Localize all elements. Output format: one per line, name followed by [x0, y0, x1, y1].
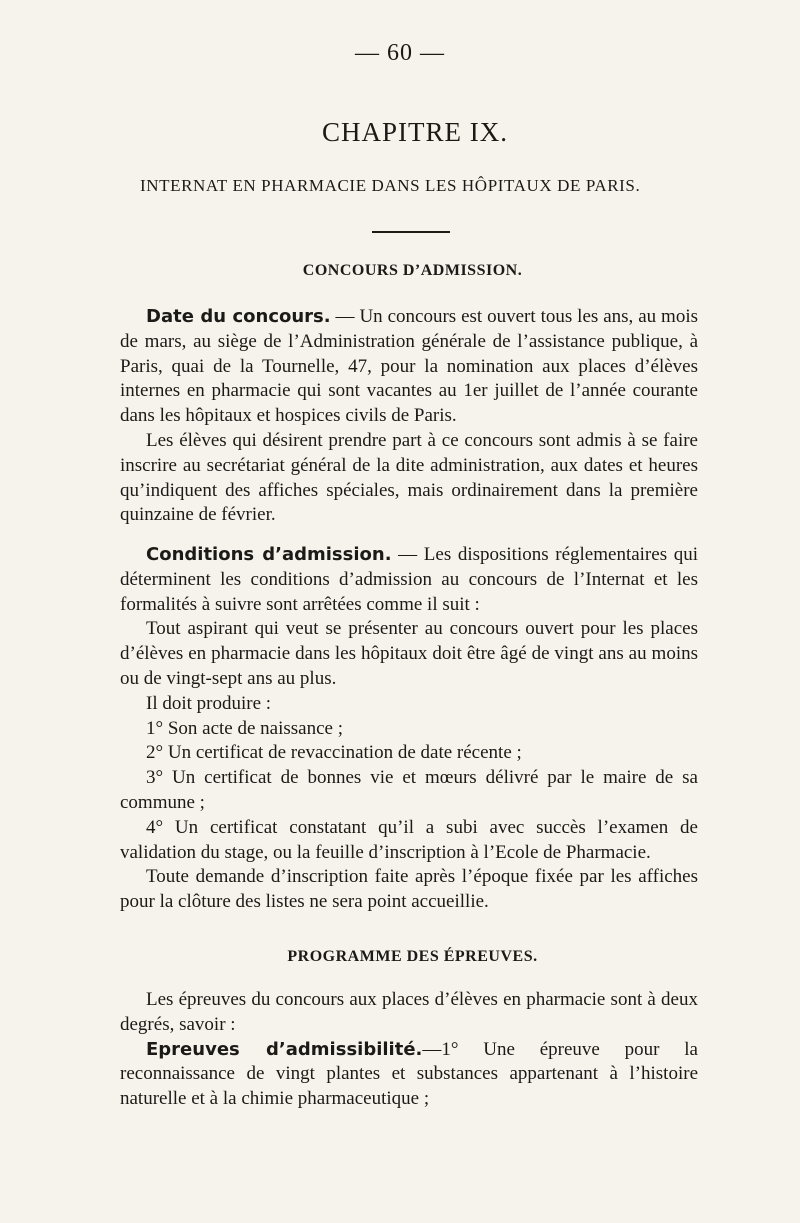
paragraph-intro: Les épreuves du concours aux places d’élèves en pharmacie sont à deux degrés, savoir : — [120, 989, 698, 1035]
conditions-text: — Les dispositions réglementaires qui déterminent les conditions d’admission au concours de l’Internat et les formalités à suivre sont arrêtées comme il suit : — [120, 544, 698, 615]
lead-date: Date du concours. — [146, 306, 331, 327]
paragraph-conditions — [120, 543, 698, 617]
page-number: — 60 — — [355, 40, 445, 66]
paragraph-date — [120, 305, 698, 429]
lead-conditions: Conditions d’admission. — [146, 544, 392, 565]
section-heading-programme: PROGRAMME DES ÉPREUVES. — [287, 948, 538, 965]
admission-body — [120, 305, 698, 528]
date-text: — Un concours est ouvert tous les ans, au mois de mars, au siège de l’Administration générale de l’assistance publique, à Paris, quai de la Tournelle, 47, pour la nomination aux places d’élèves internes en pharmacie qui sont vacantes au 1er juillet de l’année courante dans les hôpitaux et hospices civils de Paris. — [120, 306, 698, 427]
paragraph-produce: Il doit produire : — [146, 692, 272, 714]
paragraph-age: Tout aspirant qui veut se présenter au concours ouvert pour les places d’élèves en pharmacie dans les hôpitaux doit être âgé de vingt ans au moins ou de vingt-sept ans au plus. — [120, 618, 698, 689]
conditions-body — [120, 543, 698, 915]
chapter-subtitle: INTERNAT EN PHARMACIE DANS LES HÔPITAUX DE PARIS. — [140, 176, 641, 195]
list-item-2: 2° Un certificat de revaccination de date récente ; — [146, 742, 522, 764]
paragraph-closing: Toute demande d’inscription faite après l’époque fixée par les affiches pour la clôture des listes ne sera point accueillie. — [120, 866, 698, 913]
section-heading-admission: CONCOURS D’ADMISSION. — [302, 262, 523, 279]
paragraph-admissibility — [120, 1038, 698, 1112]
admissibility-text: —1° Une épreuve pour la reconnaissance de vingt plantes et substances appartenant à l’histoire naturelle et à la chimie pharmaceutique ; — [120, 1038, 698, 1110]
section-divider — [372, 231, 450, 233]
list-item-3: 3° Un certificat de bonnes vie et mœurs délivré par le maire de sa commune ; — [120, 767, 698, 813]
paragraph-inscription: Les élèves qui désirent prendre part à ce concours sont admis à se faire inscrire au secrétariat général de la dite administration, aux dates et heures qu’indiquent des affiches spéciales, mais ordinairement dans la première quinzaine de février. — [120, 429, 698, 526]
programme-body — [120, 988, 698, 1112]
list-item-4: 4° Un certificat constatant qu’il a subi avec succès l’examen de validation du stage, ou la feuille d’inscription à l’Ecole de Pharmacie. — [120, 816, 698, 863]
chapter-title: CHAPITRE IX. — [322, 117, 508, 147]
list-item-1: 1° Son acte de naissance ; — [146, 717, 344, 739]
lead-admissibility: Epreuves d’admissibilité. — [146, 1038, 423, 1060]
